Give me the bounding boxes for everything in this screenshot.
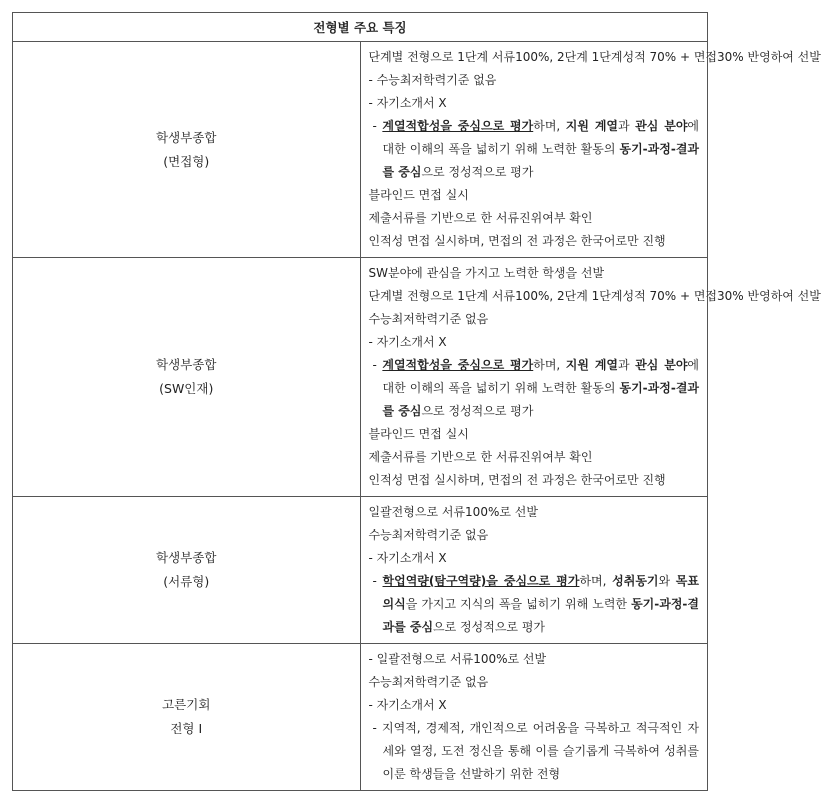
emphasis-segment: 목표의식 xyxy=(382,574,699,611)
table-row xyxy=(13,497,708,644)
row-content-cell xyxy=(360,497,708,644)
text-segment: 하며, xyxy=(579,574,613,588)
text-segment: - 지역적, 경제적, 개인적으로 어려움을 극복하고 적극적인 자세와 열정, 도전 정신을 통해 이를 슬기롭게 극복하여 성취를 이룬 학생들을 선발하기 위한 전형 xyxy=(372,721,699,781)
content-line xyxy=(369,717,700,786)
row-label-line: (SW인재) xyxy=(159,381,214,396)
content-line xyxy=(369,648,700,671)
text-segment: 인적성 면접 실시하며, 면접의 전 과정은 한국어로만 진행 xyxy=(368,234,666,248)
text-segment: 을 가지고 지식의 폭을 넓히기 위해 노력한 xyxy=(405,597,632,611)
emphasis-segment: 동기-과정-결과를 중심 xyxy=(382,381,699,418)
text-segment: 제출서류를 기반으로 한 서류진위여부 확인 xyxy=(368,450,593,464)
content-line xyxy=(368,46,821,69)
content-line xyxy=(369,671,700,694)
emphasis-segment: 계열적합성을 중심으로 평가 xyxy=(382,358,534,372)
content-line xyxy=(369,446,700,469)
text-segment: - 자기소개서 X xyxy=(368,551,447,565)
text-segment: 과 xyxy=(618,119,636,133)
content-line xyxy=(369,469,700,492)
content-line xyxy=(369,207,700,230)
emphasis-segment: 동기-과정-결과를 중심 xyxy=(382,597,699,634)
text-segment: 일괄전형으로 서류100%로 선발 xyxy=(368,505,538,519)
row-label-line: 학생부종합 xyxy=(156,357,217,372)
table-body xyxy=(13,42,821,791)
content-line xyxy=(369,570,700,639)
row-label-line: 학생부종합 xyxy=(156,550,217,565)
text-segment: - 수능최저학력기준 없음 xyxy=(368,73,497,87)
content-line xyxy=(369,262,700,285)
document-page xyxy=(12,12,821,791)
text-segment: 와 xyxy=(658,574,676,588)
text-segment: 으로 정성적으로 평가 xyxy=(421,404,534,418)
text-segment: 하며, xyxy=(533,358,566,372)
row-label-cell xyxy=(13,258,361,497)
table-row xyxy=(13,644,708,791)
row-label-cell xyxy=(13,497,361,644)
content-line xyxy=(369,308,700,331)
text-segment: 하며, xyxy=(533,119,566,133)
content-line xyxy=(369,69,700,92)
text-segment: - 자기소개서 X xyxy=(368,698,447,712)
row-label-line: (서류형) xyxy=(163,574,210,589)
emphasis-segment: 관심 분야 xyxy=(635,358,688,372)
text-segment: SW분야에 관심을 가지고 노력한 학생을 선발 xyxy=(368,266,605,280)
row-label-line: 학생부종합 xyxy=(156,129,217,145)
content-line xyxy=(369,524,700,547)
text-segment: 으로 정성적으로 평가 xyxy=(433,620,546,634)
emphasis-segment: 지원 계열 xyxy=(565,358,619,372)
table-row xyxy=(13,42,708,258)
text-segment: - xyxy=(372,358,383,372)
text-segment: 에 대한 이해의 폭을 넓히기 위해 노력한 활동의 xyxy=(382,119,700,156)
text-segment: 블라인드 면접 실시 xyxy=(368,188,469,202)
text-segment: - 자기소개서 X xyxy=(368,96,447,110)
text-segment: 제출서류를 기반으로 한 서류진위여부 확인 xyxy=(368,211,593,225)
content-line xyxy=(369,501,700,524)
table-header: 전형별 주요 특징 xyxy=(13,13,708,42)
content-line xyxy=(369,184,700,207)
content-line xyxy=(369,694,700,717)
text-segment: - 일괄전형으로 서류100%로 선발 xyxy=(368,652,547,666)
table-row xyxy=(13,258,708,497)
row-label-line: (면접형) xyxy=(163,153,210,169)
row-label-cell xyxy=(13,42,361,258)
content-line xyxy=(369,230,700,253)
text-segment: - xyxy=(372,574,383,588)
row-label-line: 전형 I xyxy=(170,721,203,736)
text-segment: 수능최저학력기준 없음 xyxy=(368,312,489,326)
row-content-cell xyxy=(360,644,708,791)
text-segment: 인적성 면접 실시하며, 면접의 전 과정은 한국어로만 진행 xyxy=(368,473,666,487)
text-segment: 단계별 전형으로 1단계 서류100%, 2단계 1단계성적 70% + 면접30% 반영하여 선발 xyxy=(368,50,821,64)
content-line xyxy=(368,285,821,308)
row-label-cell xyxy=(13,644,361,791)
text-segment: 에 대한 이해의 폭을 넓히기 위해 노력한 활동의 xyxy=(382,358,700,395)
admission-features-table xyxy=(12,12,821,791)
content-line xyxy=(369,423,700,446)
emphasis-segment: 관심 분야 xyxy=(635,119,688,133)
text-segment: - 자기소개서 X xyxy=(368,335,447,349)
emphasis-segment: 동기-과정-결과를 중심 xyxy=(382,142,699,179)
content-line xyxy=(369,547,700,570)
text-segment: 수능최저학력기준 없음 xyxy=(368,675,489,689)
content-line xyxy=(369,331,700,354)
text-segment: - xyxy=(372,119,383,133)
emphasis-segment: 계열적합성을 중심으로 평가 xyxy=(382,119,534,133)
row-label-line: 고른기회 xyxy=(162,697,211,712)
row-content-cell xyxy=(360,258,821,497)
text-segment: 으로 정성적으로 평가 xyxy=(421,165,534,179)
emphasis-segment: 성취동기 xyxy=(612,574,659,588)
text-segment: 수능최저학력기준 없음 xyxy=(368,528,489,542)
content-line xyxy=(369,115,700,184)
emphasis-segment: 학업역량(탐구역량)을 중심으로 평가 xyxy=(382,574,580,588)
text-segment: 과 xyxy=(618,358,636,372)
row-content-cell xyxy=(360,42,821,258)
content-line xyxy=(369,92,700,115)
text-segment: 단계별 전형으로 1단계 서류100%, 2단계 1단계성적 70% + 면접30% 반영하여 선발 xyxy=(368,289,821,303)
content-line xyxy=(369,354,700,423)
emphasis-segment: 지원 계열 xyxy=(565,119,619,133)
text-segment: 블라인드 면접 실시 xyxy=(368,427,469,441)
table-header-row xyxy=(13,13,708,42)
